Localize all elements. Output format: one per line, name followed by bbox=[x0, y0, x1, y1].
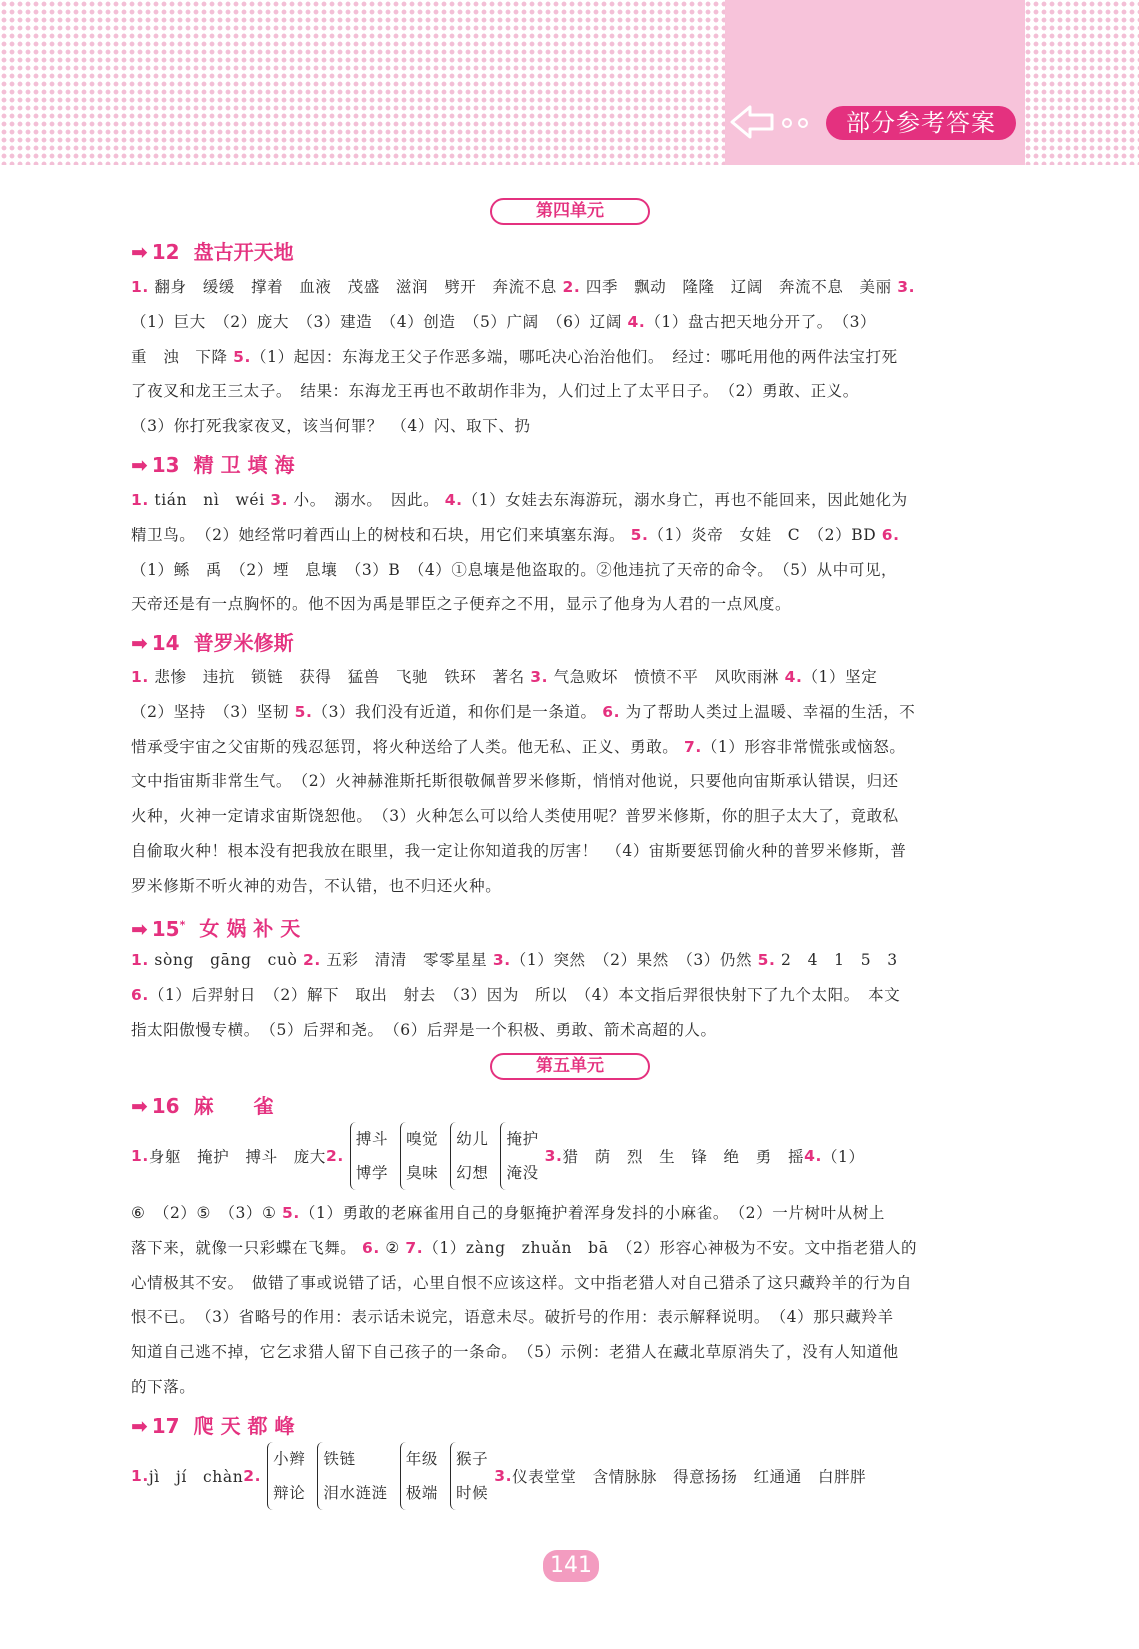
page-number: 141 bbox=[543, 1550, 599, 1582]
answer-line: 火种，火神一定请求宙斯饶恕他。 （3）火种怎么可以给人类使用呢？普罗米修斯，你的胆子太大了，竟敢私 bbox=[131, 807, 899, 826]
word-pair: 猴子 时候 bbox=[450, 1442, 488, 1510]
lesson-number: 17 bbox=[151, 1414, 180, 1438]
lesson-heading-17 bbox=[131, 1411, 295, 1441]
answer-line: 惜承受宇宙之父宙斯的残忍惩罚，将火种送给了人类。他无私、正义、勇敢。 7.（1）形容非常慌张或恼怒。 bbox=[131, 737, 906, 756]
lesson-14-answers bbox=[131, 660, 1011, 904]
answer-line: 天帝还是有一点胸怀的。他不因为禹是罪臣之子便弃之不用，显示了他身为人君的一点风度。 bbox=[131, 595, 792, 614]
answer-line: 1. sòng gāng cuò 2. 五彩 清清 零零星星 3.（1）突然 （2）果然 （3）仍然 5. 2 4 1 5 3 bbox=[131, 951, 898, 969]
lesson-17-row1: 1. jì jí chàn 2. 小辫 辩论 铁链 泪水涟涟 年级 极端 猴子 时候 3. 仪表堂堂 含情脉脉 得意扬扬 红通通 白胖胖 bbox=[131, 1440, 866, 1512]
answer-line: 自偷取火种！根本没有把我放在眼里，我一定让你知道我的厉害！ （4）宙斯要惩罚偷火种的普罗米修斯，普 bbox=[131, 841, 907, 860]
lesson-12-answers bbox=[131, 270, 1011, 444]
lesson-15-answers bbox=[131, 943, 1011, 1047]
lesson-title: 爬 天 都 峰 bbox=[193, 1414, 295, 1438]
answer-line: 罗米修斯不听火神的劝告，不认错，也不归还火种。 bbox=[131, 876, 502, 895]
word-pair: 掩护 淹没 bbox=[500, 1122, 538, 1190]
arrow-right-icon: ➡ bbox=[131, 631, 148, 655]
arrow-right-icon: ➡ bbox=[131, 916, 148, 941]
lesson-title: 普罗米修斯 bbox=[193, 631, 294, 655]
answer-line: 心情极其不安。 做错了事或说错了话，心里自恨不应该这样。文中指老猎人对自己猎杀了这只藏羚羊的行为自 bbox=[131, 1273, 913, 1292]
answer-line: 指太阳傲慢专横。 （5）后羿和尧。 （6）后羿是一个积极、勇敢、箭术高超的人。 bbox=[131, 1020, 717, 1039]
word-pair: 嗅觉 臭味 bbox=[400, 1122, 438, 1190]
lesson-title: 女 娲 补 天 bbox=[199, 916, 301, 941]
lesson-number: 16 bbox=[151, 1094, 180, 1118]
arrow-right-icon: ➡ bbox=[131, 1414, 148, 1438]
answer-line: 1. 悲惨 违抗 锁链 获得 猛兽 飞驰 铁环 著名 3. 气急败坏 愤愤不平 风吹雨淋 4.（1）坚定 bbox=[131, 668, 878, 686]
lesson-title: 精 卫 填 海 bbox=[193, 453, 295, 477]
answer-line: 1. tián nì wéi 3. 小。 溺水。 因此。 4.（1）女娃去东海游玩，溺水身亡，再也不能回来，因此她化为 bbox=[131, 491, 908, 509]
lesson-16-answers bbox=[131, 1196, 1011, 1405]
answer-line: 知道自己逃不掉，它乞求猎人留下自己孩子的一条命。 （5）示例：老猎人在藏北草原消失了，没有人知道他 bbox=[131, 1343, 899, 1362]
arrow-right-icon: ➡ bbox=[131, 240, 148, 264]
header-panel bbox=[725, 0, 1025, 165]
unit-banner-5: 第五单元 bbox=[490, 1053, 650, 1080]
answer-line: （1）巨大 （2）庞大 （3）建造 （4）创造 （5）广阔 （6）辽阔 4.（1）盘古把天地分开了。 （3） bbox=[131, 312, 877, 331]
lesson-number: 13 bbox=[151, 453, 180, 477]
answer-line: （1）鲧 禹 （2）堙 息壤 （3）B （4）①息壤是他盗取的。②他违抗了天帝的命令。 （5）从中可见， bbox=[131, 560, 898, 579]
header-title: 部分参考答案 bbox=[826, 106, 1016, 140]
lesson-number: 14 bbox=[151, 631, 180, 655]
answer-line: （3）你打死我家夜叉，该当何罪？ （4）闪、取下、扔 bbox=[131, 417, 531, 436]
lesson-optional-mark: * bbox=[179, 918, 186, 931]
arrow-left-icon bbox=[730, 104, 774, 140]
lesson-16-row1: 1. 身躯 掩护 搏斗 庞大 2. 搏斗 博学 嗅觉 臭味 幼儿 幻想 掩护 淹没 3. 猎 荫 烈 生 锋 绝 勇 摇 4. （1） bbox=[131, 1120, 865, 1192]
lesson-title: 麻 雀 bbox=[193, 1094, 274, 1118]
word-pair: 幼儿 幻想 bbox=[450, 1122, 488, 1190]
answer-line: 的下落。 bbox=[131, 1377, 196, 1396]
unit-banner-4: 第四单元 bbox=[490, 198, 650, 225]
lesson-title: 盘古开天地 bbox=[193, 240, 294, 264]
lesson-heading-14 bbox=[131, 628, 294, 658]
answer-line: 恨不已。 （3）省略号的作用：表示话未说完，语意未尽。破折号的作用：表示解释说明。 （4）那只藏羚羊 bbox=[131, 1308, 894, 1327]
lesson-heading-16 bbox=[131, 1091, 274, 1121]
page-header bbox=[0, 0, 1139, 165]
dot-icon bbox=[782, 118, 792, 128]
answer-line: 精卫鸟。 （2）她经常叼着西山上的树枝和石块，用它们来填塞东海。 5.（1）炎帝 女娃 C （2）BD 6. bbox=[131, 525, 900, 544]
answer-line: 6.（1）后羿射日 （2）解下 取出 射去 （3）因为 所以 （4）本文指后羿很快射下了九个太阳。 本文 bbox=[131, 985, 901, 1004]
word-pair: 年级 极端 bbox=[400, 1442, 438, 1510]
answer-line: （2）坚持 （3）坚韧 5.（3）我们没有近道，和你们是一条道。 6. 为了帮助人类过上温暖、幸福的生活，不 bbox=[131, 702, 916, 721]
word-pair: 小辫 辩论 bbox=[267, 1442, 305, 1510]
answer-line: 落下来，就像一只彩蝶在飞舞。 6. ② 7.（1）zàng zhuǎn bā （2）形容心神极为不安。文中指老猎人的 bbox=[131, 1238, 918, 1257]
answer-line: 了夜叉和龙王三太子。 结果：东海龙王再也不敢胡作非为，人们过上了太平日子。 （2）勇敢、正义。 bbox=[131, 382, 859, 401]
answer-line: 1. 翻身 缓缓 撑着 血液 茂盛 滋润 劈开 奔流不息 2. 四季 飘动 隆隆 辽阔 奔流不息 美丽 3. bbox=[131, 278, 916, 296]
answer-line: 重 浊 下降 5.（1）起因：东海龙王父子作恶多端，哪吒决心治治他们。 经过：哪吒用他的两件法宝打死 bbox=[131, 347, 898, 366]
lesson-heading-13 bbox=[131, 450, 295, 480]
dot-icon bbox=[798, 118, 808, 128]
arrow-right-icon: ➡ bbox=[131, 453, 148, 477]
word-pair: 铁链 泪水涟涟 bbox=[317, 1442, 387, 1510]
lesson-13-answers bbox=[131, 483, 1011, 622]
lesson-number: 15 bbox=[151, 916, 180, 941]
arrow-right-icon: ➡ bbox=[131, 1094, 148, 1118]
lesson-heading-12 bbox=[131, 237, 294, 267]
lesson-heading-15 bbox=[131, 910, 300, 940]
answer-line: ⑥ （2）⑤ （3）① 5.（1）勇敢的老麻雀用自己的身躯掩护着浑身发抖的小麻雀。 （2）一片树叶从树上 bbox=[131, 1204, 885, 1222]
word-pair: 搏斗 博学 bbox=[350, 1122, 388, 1190]
lesson-number: 12 bbox=[151, 240, 180, 264]
answer-line: 文中指宙斯非常生气。 （2）火神赫淮斯托斯很敬佩普罗米修斯，悄悄对他说，只要他向宙斯承认错误，归还 bbox=[131, 772, 899, 791]
